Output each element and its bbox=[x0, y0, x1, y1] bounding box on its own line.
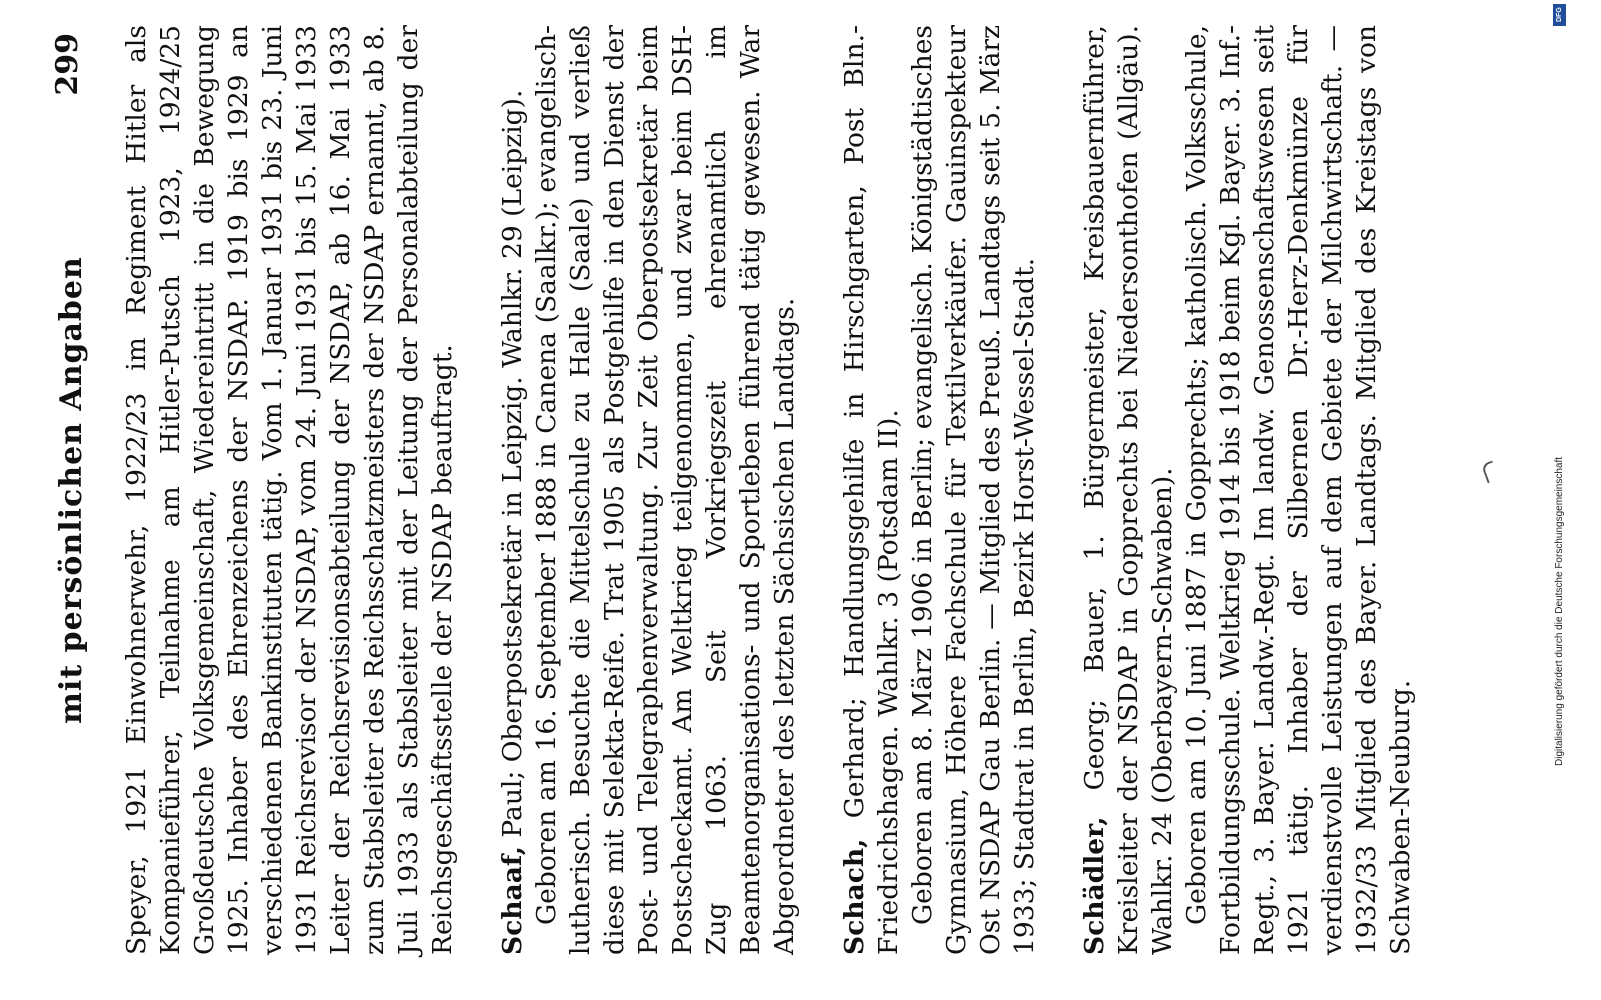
entry-paragraph: Geboren am 8. März 1906 in Berlin; evangelisch. Königstädtisches Gymnasium, Höhere Fachschule für Textilverkäufer. Gauinspekteur Ost NSDAP Gau Berlin. — Mitglied des Preuß. Landtags seit 5. März 1933; Stadtrat in Berlin, Bezirk Horst-Wessel-Stadt. bbox=[907, 25, 1040, 955]
entry-name: Schach, bbox=[839, 838, 870, 955]
digitization-credit-text: Digitalisierung gefördert durch die Deutsche Forschungsgemeinschaft bbox=[1554, 456, 1565, 766]
entry-summary: Gerhard; Handlungsgehilfe in Hirschgarten, Post Bln.-Friedrichshagen. Wahlkr. 3 (Potsdam II). bbox=[839, 25, 904, 955]
entry-speyer-continued bbox=[120, 25, 460, 955]
running-head: mit persönlichen Angaben bbox=[54, 256, 89, 724]
entry-schaedler bbox=[1078, 25, 1418, 955]
dfg-logo-icon: DFG bbox=[1553, 4, 1566, 26]
digitization-credit bbox=[1553, 6, 1567, 766]
entry-paragraph: Geboren am 10. Juni 1887 in Gopprechts; katholisch. Volksschule, Fortbildungsschule. Weltkrieg 1914 bis 1918 beim Kgl. Bayer. 3. Inf.-Regt., 3. Bayer. Landw.-Regt. Im landw. Genossenschaftswesen seit 1921 tätig. Inhaber der Silbernen Dr.-Herz-Denkmünze für verdienstvolle Leistungen auf dem Gebiete der Milchwirtschaft. — 1932/33 Mitglied des Bayer. Landtags. Mitglied des Kreistags von Schwaben-Neuburg. bbox=[1181, 25, 1416, 955]
entry-heading-paragraph bbox=[1078, 25, 1180, 955]
rotated-page bbox=[50, 25, 1570, 955]
page-number: 299 bbox=[50, 33, 85, 96]
entry-summary: Paul; Oberpostsekretär in Leipzig. Wahlkr. 29 (Leipzig). bbox=[497, 89, 528, 838]
entry-summary: Georg; Bauer, 1. Bürgermeister, Kreisbauernführer, Kreisleiter der NSDAP in Gopprechts bei Niedersonthofen (Allgäu). Wahlkr. 24 (Oberbayern-Schwaben). bbox=[1079, 25, 1178, 955]
entry-paragraph: Geboren am 16. September 1888 in Canena (Saalkr.); evangelisch-lutherisch. Besuchte die Mittelschule zu Halle (Saale) und verließ diese mit Selekta-Reife. Trat 1905 als Postgehilfe in den Dienst der Post- und Telegraphenverwaltung. Zur Zeit Oberpostsekretär beim Postscheckamt. Am Weltkrieg teilgenommen, und zwar beim DSH-Zug 1063. Seit Vorkriegszeit ehrenamtlich im Beamtenorganisations- und Sportleben führend tätig gewesen. War Abgeordneter des letzten Sächsischen Landtags. bbox=[531, 25, 800, 955]
entry-schaaf bbox=[496, 25, 802, 955]
page-header bbox=[50, 25, 120, 955]
entry-schach bbox=[838, 25, 1042, 955]
entry-heading-paragraph bbox=[838, 25, 906, 955]
entry-name: Schädler, bbox=[1079, 816, 1110, 955]
entry-paragraph: Speyer, 1921 Einwohnerwehr, 1922/23 im Regiment Hitler als Kompanieführer, Teilnahme am Hitler-Putsch 1923, 1924/25 Großdeutsche Volksgemeinschaft, Wiedereintritt in die Bewegung 1925. Inhaber des Ehrenzeichens der NSDAP. 1919 bis 1929 an verschiedenen Bankinstituten tätig. Vom 1. Januar 1931 bis 23. Juni 1931 Reichsrevisor der NSDAP, vom 24. Juni 1931 bis 15. Mai 1933 Leiter der Reichsrevisionsabteilung der NSDAP, ab 16. Mai 1933 zum Stabsleiter des Reichsschatzmeisters der NSDAP ernannt, ab 8. Juli 1933 als Stabsleiter mit der Leitung der Personalabteilung der Reichsgeschäftsstelle der NSDAP beauftragt. bbox=[121, 25, 458, 955]
entry-name: Schaaf, bbox=[497, 846, 528, 955]
entry-heading-paragraph bbox=[496, 25, 530, 955]
page-body bbox=[120, 25, 1418, 955]
